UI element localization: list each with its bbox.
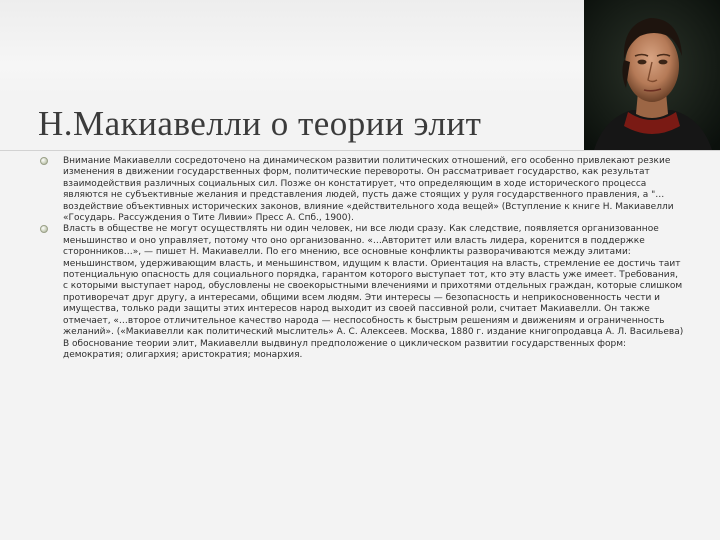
slide-body [40, 156, 684, 361]
bullet-item [40, 156, 684, 224]
title-divider [0, 150, 720, 151]
bullet-dot-icon [40, 157, 48, 165]
bullet-text: Внимание Макиавелли сосредоточено на динамическом развитии политических отношений, его особенно привлекают резкие изменения в движении государственных форм, политические перевороты. Он рассматривает государство, как результат взаимодействия различных социальных сил. Позже он констатирует, что определяющим в ходе исторического процесса являются не субъективные желания и представления людей, пусть даже стоящих у руля государственного правления, а "…воздействие объективных исторических законов, влияние «действительного хода вещей» (Вступление к книге Н. Макиавелли «Государь. Рассуждения о Тите Ливии» Пресс А. Спб., 1900). [63, 156, 674, 224]
slide-title: Н.Макиавелли о теории элит [38, 104, 482, 143]
bullet-text: Власть в обществе не могут осуществлять ни один человек, ни все люди сразу. Как следствие, появляется организованное меньшинство и оно управляет, потому что оно организованно. «…Авторитет или власть лидера, коренится в поддержке сторонников…», — пишет Н. Макиавелли. По его мнению, все основные конфликты разворачиваются между элитами: меньшинством, удерживающим власть, и меньшинством, идущим к власти. Ориентация на власть, стремление ее достичь таит потенциальную опасность для социального порядка, гарантом которого выступает тот, кто эту власть уже имеет. Требования, с которыми выступает народ, обусловлены не своекорыстными влечениями и прихотями отдельных граждан, которые слишком противоречат друг другу, а интересами, общими всем людям. Эти интересы — безопасность и неприкосновенность чести и имущества, только ради защиты этих интересов народ выходит из своей пассивной роли, считает Макиавелли. Он также отмечает, «…второе отличительное качество народа — неспособность к быстрым решениям и движениям и ограниченность желаний». («Макиавелли как политический мыслитель» А. С. Алексеев. Москва, 1880 г. издание книгопродавца А. Л. Васильева) В обоснование теории элит, Макиавелли выдвинул предположение о циклическом развитии государственных форм: демократия; олигархия; аристократия; монархия. [63, 224, 684, 360]
machiavelli-portrait-image [584, 0, 720, 150]
bullet-item [40, 224, 684, 361]
bullet-dot-icon [40, 225, 48, 233]
